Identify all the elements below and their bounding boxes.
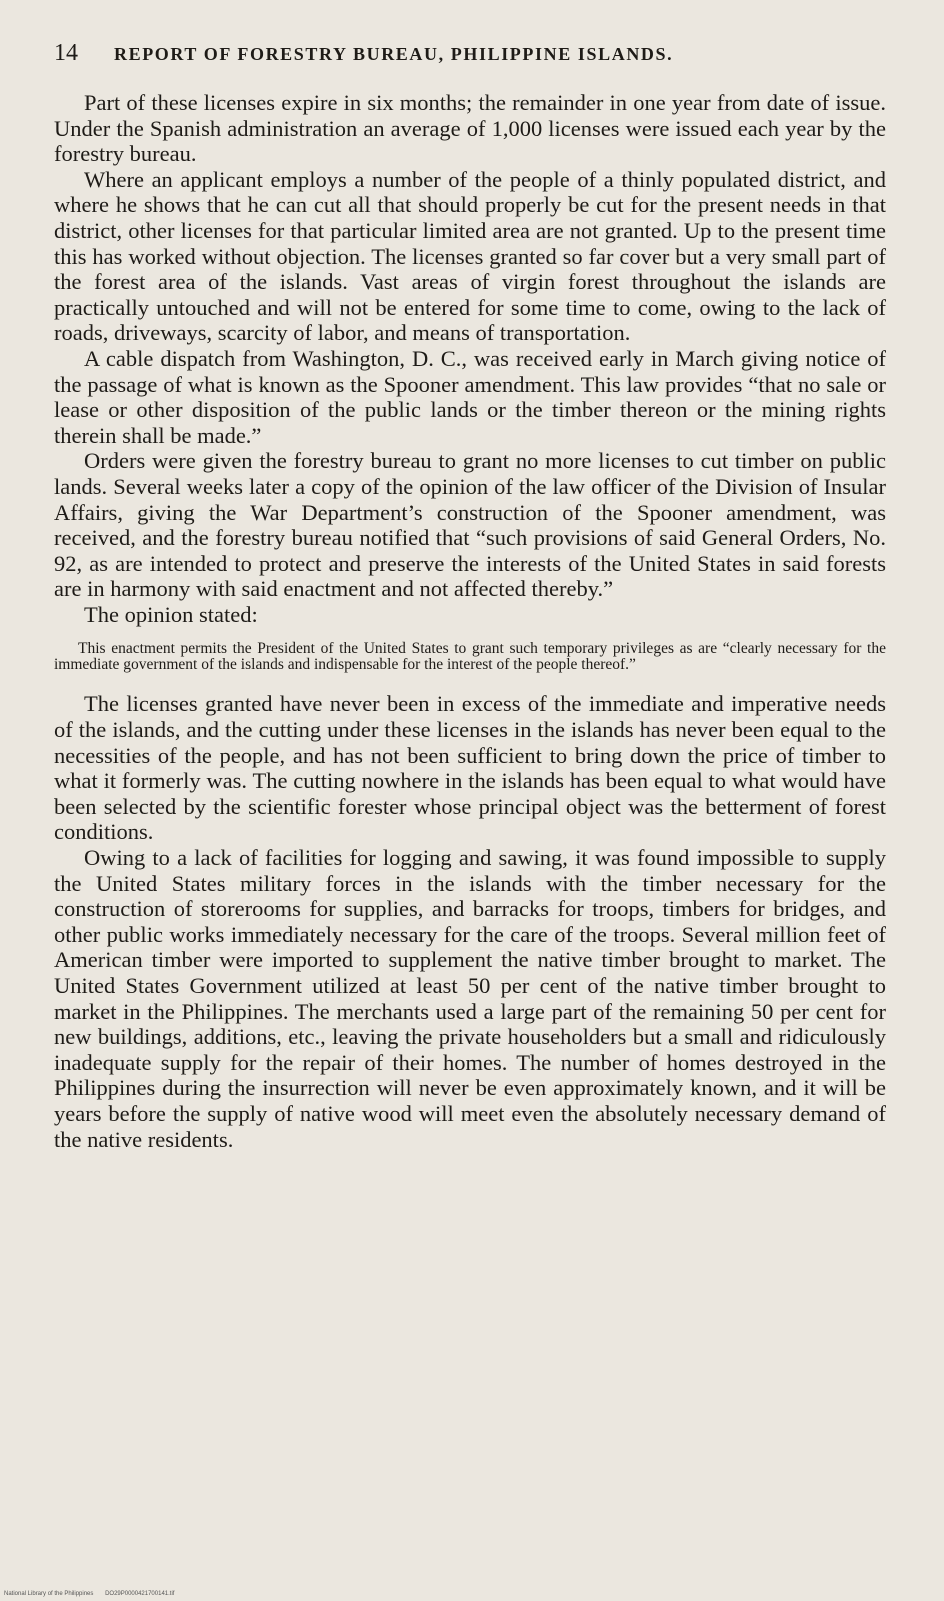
paragraph-orders-given: Orders were given the forestry bureau to grant no more licenses to cut timber on public lands. Several weeks later a copy of the opinion of the law officer of the Division of Insular Affairs, giving the War Department’s construction of the Spooner amendment, was received, and the forestry bureau notified that “such provisions of said General Orders, No. 92, as are intended to protect and preserve the interests of the United States in said forests are in harmony with said enactment and not affected thereby.” <box>54 448 886 602</box>
block-quote: This enactment permits the President of the United States to grant such temporary privileges as are “clearly necessary for the immediate government of the islands and indispensable for the interest of the people thereof.” <box>54 640 886 674</box>
paragraph-licenses-granted: The licenses granted have never been in excess of the immediate and imperative needs of the islands, and the cutting under these licenses in the islands has never been equal to the necessities of the people, and has not been sufficient to bring down the price of timber to what it formerly was. The cutting nowhere in the islands has been equal to what would have been selected by the scientific forester whose principal object was the betterment of forest conditions. <box>54 691 886 845</box>
body-text <box>54 90 886 1152</box>
paragraph-cable-dispatch: A cable dispatch from Washington, D. C., was received early in March giving notice of the passage of what is known as the Spooner amendment. This law provides “that no sale or lease or other disposition of the public lands or the timber thereon or the mining rights therein shall be made.” <box>54 345 886 448</box>
paragraph-lack-of-facilities: Owing to a lack of facilities for logging and sawing, it was found impossible to supply the United States military forces in the islands with the timber necessary for the construction of storerooms for supplies, and barracks for troops, timbers for bridges, and other public works immediately necessary for the care of the troops. Several million feet of American timber were imported to supplement the native timber brought to market. The United States Government utilized at least 50 per cent of the native timber brought to market in the Philippines. The merchants used a large part of the remaining 50 per cent for new buildings, additions, etc., leaving the private householders but a small and ridiculously inadequate supply for the repair of their homes. The number of homes destroyed in the Philippines during the insurrection will never be even approximately known, and it will be years before the supply of native wood will meet even the absolutely necessary demand of the native residents. <box>54 845 886 1152</box>
page-number: 14 <box>54 40 78 66</box>
footer-code: DO29P0000421700141.tif <box>105 1591 175 1597</box>
paragraph-applicant-employs: Where an applicant employs a number of the people of a thinly populated district, and where he shows that he can cut all that should properly be cut for the present needs in that district, other licenses for that particular limited area are not granted. Up to the present time this has worked without objection. The licenses granted so far cover but a very small part of the forest area of the islands. Vast areas of virgin forest throughout the islands are practically untouched and will not be entered for some time to come, owing to the lack of roads, driveways, scarcity of labor, and means of transportation. <box>54 166 886 346</box>
paragraph-licenses-expire: Part of these licenses expire in six months; the remainder in one year from date of issue. Under the Spanish administration an average of 1,000 licenses were issued each year by the forestry bureau. <box>54 90 886 167</box>
footer-library: National Library of the Philippines <box>4 1591 94 1597</box>
running-head: REPORT OF FORESTRY BUREAU, PHILIPPINE ISLANDS. <box>114 44 674 64</box>
paragraph-opinion-stated: The opinion stated: <box>84 601 258 627</box>
page-header <box>54 40 894 67</box>
scan-footer <box>4 1591 184 1597</box>
